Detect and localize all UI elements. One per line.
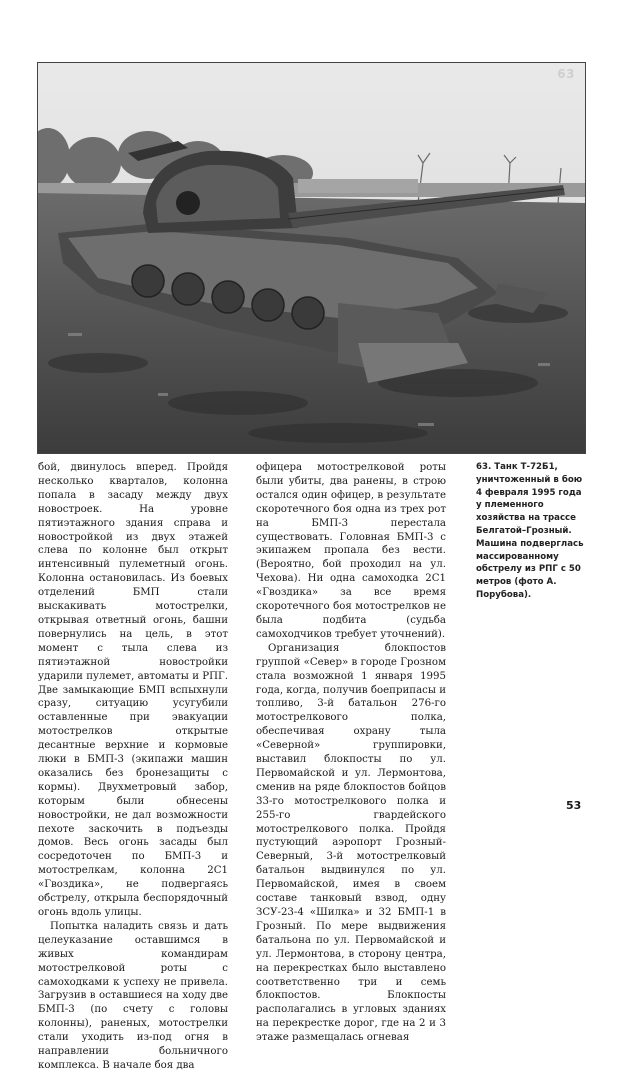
text-column-1	[38, 461, 228, 1073]
text-column-2	[256, 461, 446, 1045]
page-number: 53	[566, 799, 582, 812]
tank-photo-illustration	[38, 63, 585, 453]
figure-number: 63	[557, 67, 575, 81]
photo-destroyed-t72-tank	[37, 62, 586, 454]
paragraph: Попытка наладить связь и дать целеуказание оставшимся в живых командирам мотострелковой роты с самоходками к успеху не привела. Загрузив в оставшиеся на ходу две БМП-3 (по счету с головы колонны), раненых, мотострелки стали уходить из-под огня в направлении больничного комплекса. В начале боя два	[38, 920, 228, 1071]
paragraph: бой, двинулось вперед. Пройдя несколько кварталов, колонна попала в засаду между двух новостроек. На уровне пятиэтажного здания справа и новостройкой из двух этажей слева по колонне был открыт интенсивный пулеметный огонь. Колонна остановилась. Из боевых отделений БМП стали выскакивать мотострелки, открывая ответный огонь, башни повернулись на цель, в этот момент с тыла слева из пятиэтажной новостройки ударили пулемет, автоматы и РПГ. Две замыкающие БМП вспыхнули сразу, ситуацию усугубили оставленные при эвакуации мотострелков открытые десантные верхние и кормовые люки в БМП-3 (экипажи машин оказались без бронезащиты с кормы). Двухметровый забор, которым были обнесены новостройки, не дал возможности пехоте заскочить в подъезды домов. Весь огонь засады был сосредоточен по БМП-3 и мотострелкам, колонна 2С1 «Гвоздика», не подвергаясь обстрелу, открыла беспорядочный огонь вдоль улицы.	[38, 462, 228, 918]
paragraph: офицера мотострелковой роты были убиты, два ранены, в строю остался один офицер, в результате скоротечного боя одна из трех рот на БМП-3 перестала существовать. Головная БМП-3 с экипажем пропала без вести. (Вероятно, бой проходил на ул. Чехова). Ни одна самоходка 2С1 «Гвоздика» за все время скоротечного боя мотострелков не была подбита (судьба самоходчиков требует уточнений).	[256, 462, 446, 640]
photo-caption: 63. Танк Т-72Б1, уничтоженный в бою 4 февраля 1995 года у племенного хозяйства на трассе Белгатой–Грозный. Машина подверглась массированному обстрелу из РПГ с 50 метров (фото А. Порубова).	[476, 462, 584, 600]
paragraph: Организация блокпостов группой «Север» в городе Грозном стала возможной 1 января 1995 года, когда, получив боеприпасы и топливо, 3-й батальон 276-го мотострелкового полка, обеспечивая охрану тыла «Северной» группировки, выставил блокпосты по ул. Первомайской и ул. Лермонтова, сменив на ряде блокпостов бойцов 33-го мотострелкового полка и 255-го гвардейского мотострелкового полка. Пройдя пустующий аэропорт Грозный-Северный, 3-й мотострелковый батальон выдвинулся по ул. Первомайской, имея в своем составе танковый взвод, одну ЗСУ-23-4 «Шилка» и 32 БМП-1 в Грозный. По мере выдвижения батальона по ул. Первомайской и ул. Лермонтова, в сторону центра, на перекрестках было выставлено соответственно три и семь блокпостов. Блокпосты располагались в угловых зданиях на перекрестке дорог, где на 2 и 3 этаже размещалась огневая	[256, 642, 446, 1044]
